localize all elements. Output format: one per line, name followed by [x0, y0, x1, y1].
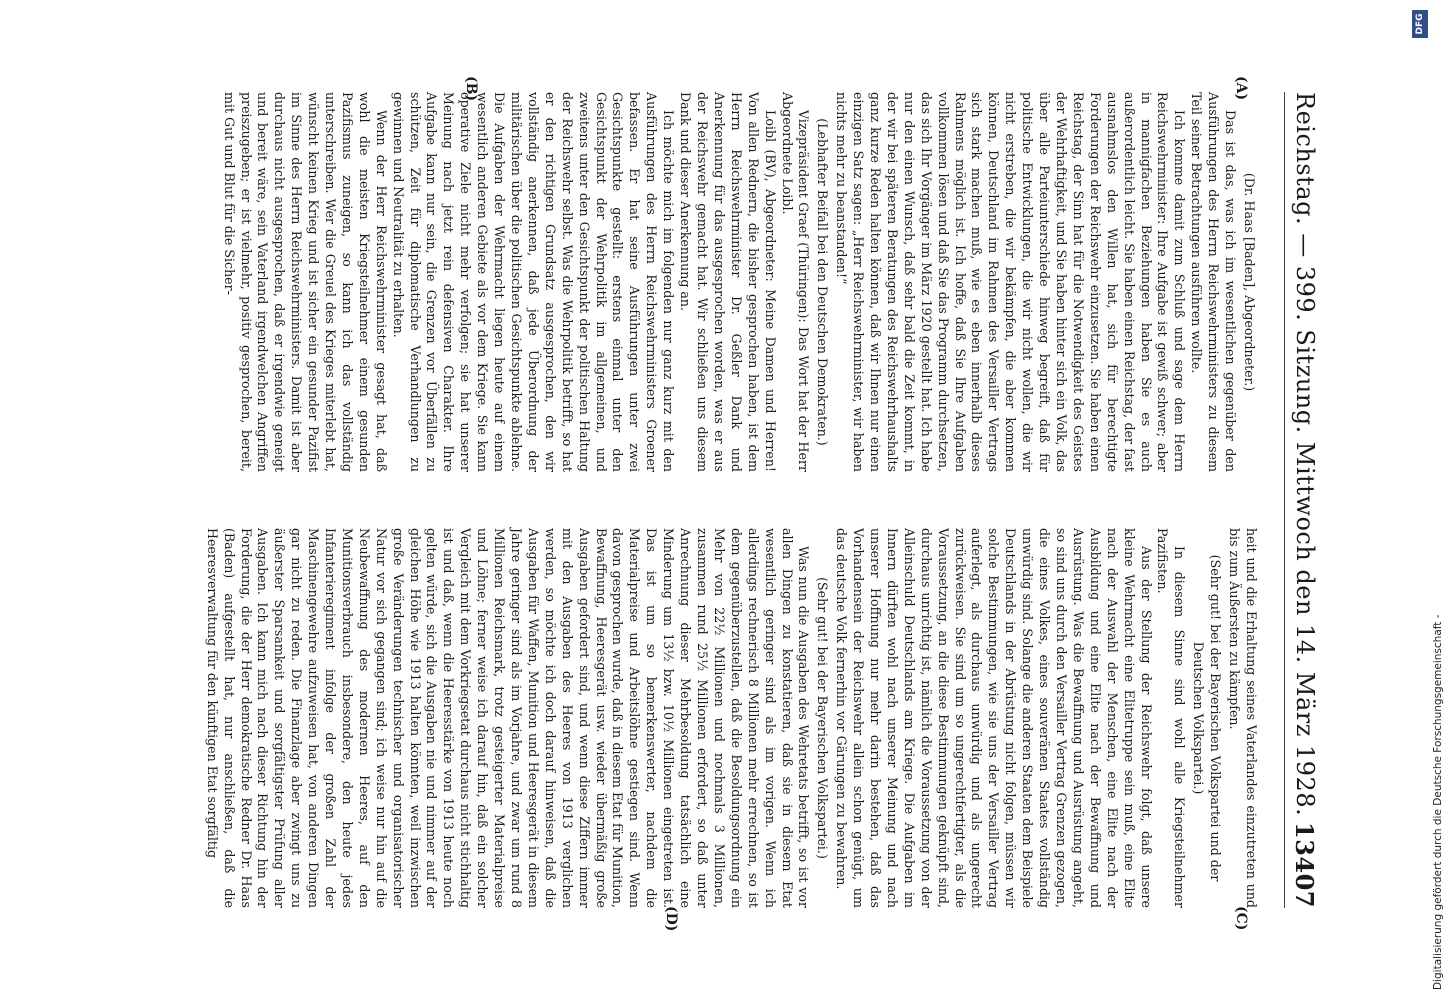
right-column	[89, 528, 1259, 908]
dfg-logo-text: DFG	[1415, 13, 1425, 35]
page-number: 13407	[1290, 822, 1320, 908]
header-rule	[1284, 92, 1285, 908]
margin-marker-b: (B)	[463, 76, 479, 102]
margin-marker-d: (D)	[663, 906, 679, 932]
dfg-logo	[1412, 10, 1428, 38]
margin-marker-a: (A)	[1233, 76, 1249, 101]
page-header	[1289, 92, 1321, 908]
paragraph: heit und die Erhaltung seines Vaterlandes einzutreten und bis zum Äußersten zu kämpfen.	[1227, 528, 1259, 908]
paragraph: Aus der Stellung der Reichswehr folgt, daß unsere kleine Wehrmacht eine Elitetruppe sein muß, eine Elite nach der Auswahl der Menschen, eine Elite nach der Ausbildung und eine Elite nach der Bewaffnung und Ausrüstung. Was die Bewaffnung und Ausrüstung angeht, so sind uns durch den Versailler Vertrag Grenzen gezogen, die eines Volkes, eines souveränen Staates vollständig unwürdig sind. Solange die anderen Staaten dem Beispiele Deutschlands in der Abrüstung nicht folgen, müssen wir solche Bestimmungen, wie sie uns der Versailler Vertrag auferlegt, als durchaus unwürdig und als ungerecht zurückweisen. Sie sind um so ungerechtfertigter, als die Voraussetzung, an die diese Bestimmungen geknüpft sind, durchaus unrichtig ist, nämlich die Voraussetzung von der Alleinschuld Deutschlands am Kriege. Die Aufgaben im Innern dürften wohl nach unserer Meinung und nach unserer Hoffnung nur mehr darin bestehen, daß das Vorhandensein der Reichswehr allein schon genügt, um das deutsche Volk fernerhin vor Gärungen zu bewahren.	[834, 528, 1154, 908]
stage-direction: (Sehr gut! bei der Bayerischen Volkspartei und der Deutschen Volkspartei.)	[1191, 554, 1224, 882]
stage-direction: (Sehr gut! bei der Bayerischen Volkspartei.)	[815, 577, 831, 859]
paragraph: Vizepräsident Graef (Thüringen): Das Wort hat der Herr Abgeordnete Loibl.	[779, 92, 812, 472]
speaker-continuation: (Dr. Haas [Baden], Abgeordneter.)	[1242, 172, 1257, 392]
stage-direction: (Lebhafter Beifall bei den Deutschen Demokraten.)	[815, 118, 831, 446]
margin-marker-c: (C)	[1233, 906, 1249, 931]
paragraph: Wenn der Herr Reichswehrminister gesagt hat, daß wohl die meisten Kriegsteilnehmer einem gesunden Pazifismus zuneigen, so kann ich das vollständig unterschreiben. Wer die Greuel des Krieges miterlebt hat, wünscht keinen Krieg und ist sicher ein gesunder Pazifist im Sinne des Herrn Reichswehrministers. Damit ist aber durchaus nicht ausgesprochen, daß er irgendwie geneigt und bereit wäre, sein Vaterland irgendwelchen Angriffen preiszugeben; er ist vielmehr, positiv gesprochen, bereit, mit Gut und Blut für die Sicher-	[221, 92, 389, 472]
paragraph: Ich möchte mich im folgenden nur ganz kurz mit den Ausführungen des Herrn Reichswehrministers Groener befassen. Er hat seine Ausführungen unter zwei Gesichtspunkte gestellt: erstens einmal unter den Gesichtspunkt der Wehrpolitik im allgemeinen, und zweitens unter den Gesichtspunkt der politischen Haltung der Reichswehr selbst. Was die Wehrpolitik betrifft, so hat er den richtigen Grundsatz ausgesprochen, den wir vollständig anerkennen, daß jede Überordnung der militärischen über die politischen Gesichtspunkte ablehne. Die Aufgaben der Wehrmacht liegen heute auf einem wesentlich anderen Gebiete als vor dem Kriege. Sie kann operative Ziele nicht mehr verfolgen; sie hat unserer Meinung nach jetzt rein defensiven Charakter. Ihre Aufgabe kann nur sein, die Grenzen vor Überfällen zu schützen, Zeit für diplomatische Verhandlungen zu gewinnen und Neutralität zu erhalten.	[390, 92, 677, 472]
paragraph: Was nun die Ausgaben des Wehretats betrifft, so ist vor allen Dingen zu konstatieren, daß sie in diesem Etat wesentlich geringer sind als im vorigen. Wenn ich allerdings rechnerisch 8 Millionen mehr errechnen, so ist dem gegenüberzustellen, daß die Besoldungsordnung ein Mehr von 22½ Millionen und nochmals 3 Millionen, zusammen rund 25½ Millionen erfordert, so daß unter Anrechnung dieser Mehrbesoldung tatsächlich eine Minderung um 13½ bzw. 10½ Millionen eingetreten ist. Das ist um so bemerkenswerter, nachdem die Materialpreise und Arbeitslöhne gestiegen sind. Wenn davon gesprochen wurde, daß in diesem Etat für Munition, Bewaffnung, Heeresgerät usw. wieder übermäßig große Ausgaben gefordert sind, und wenn diese Ziffern immer mit den Ausgaben des Heeres von 1913 verglichen werden, so möchte ich doch darauf hinweisen, daß die Ausgaben für Waffen, Munition und Heeresgerät in diesem Jahre geringer sind als im Vorjahre, und zwar um rund 8 Millionen Reichsmark, trotz gesteigerter Materialpreise und Löhne; ferner weise ich darauf hin, daß ein solcher Vergleich mit dem Vorkriegsetat durchaus nicht stichhaltig ist und daß, wenn die Heeresstärke von 1913 heute noch gelten würde, sich die Ausgaben nie und nimmer auf der gleichen Höhe wie 1913 halten könnten, weil inzwischen große Veränderungen technischer und organisatorischer Natur vor sich gegangen sind; ich weise nur hin auf die Neubewaffnung des modernen Heeres, auf den Munitionsverbrauch insbesondere, den heute jedes Infanterieregiment infolge der großen Zahl der Maschinengewehre aufzuweisen hat, von anderen Dingen gar nicht zu reden. Die Finanzlage aber zwingt uns zu äußerster Sparsamkeit und sorgfältigster Prüfung aller Ausgaben. Ich kann mich nach dieser Richtung hin der Forderung, die der Herr demokratische Redner Dr. Haas (Baden) aufgestellt hat, nur anschließen, daß die Heeresverwaltung für den künftigen Etat sorgfältig	[204, 528, 812, 908]
rotated-page-content	[69, 72, 1339, 932]
paragraph: Das ist das, was ich im wesentlichen gegenüber den Ausführungen des Herrn Reichswehrministers zu diesem Teil seiner Betrachtungen ausführen wollte.	[1189, 92, 1239, 472]
funding-note-text: Digitalisierung gefördert durch die Deutsche Forschungsgemeinschaft -	[1432, 614, 1444, 990]
page-title: Reichstag. — 399. Sitzung. Mittwoch den 14. März 1928.	[1291, 92, 1319, 817]
paragraph: Ich komme damit zum Schluß und sage dem Herrn Reichswehrminister: Ihre Aufgabe ist gewiß schwer; aber in mannigfachen Beziehungen haben Sie es auch außerordentlich leicht. Sie haben einen Reichstag, der fast ausnahmslos den Willen hat, sich für berechtigte Forderungen der Reichswehr einzusetzen. Sie haben einen Reichstag, der Sinn hat für die Notwendigkeit des Geistes der Wehrhaftigkeit, und Sie haben hinter sich ein Volk, das über alle Parteiunterschiede hinweg begreift, daß für politische Entwicklungen, die wir nicht wollen, die wir nicht erstreben, die wir bekämpfen, die aber kommen können, Deutschland im Rahmen des Versailler Vertrags sich stark machen muß, wie es eben innerhalb dieses Rahmens möglich ist. Ich hoffe, daß Sie Ihre Aufgaben vollkommen lösen und daß Sie das Programm durchsetzen, das sich Ihr Vorgänger im März 1920 gestellt hat. Ich habe nur den einen Wunsch, daß sehr bald die Zeit kommt, in der wir bei späteren Beratungen des Reichswehrhaushalts ganz kurze Reden halten können, daß wir Ihnen nur einen einzigen Satz sagen: „Herr Reichswehrminister, wir haben nichts mehr zu beanstanden!“	[834, 92, 1188, 472]
left-column	[89, 92, 1259, 472]
funding-note	[1408, 10, 1444, 990]
paragraph: Loibl (BV), Abgeordneter: Meine Damen und Herren! Von allen Rednern, die bisher gesprochen haben, ist dem Herrn Reichswehrminister Dr. Geßler Dank und Anerkennung für das ausgesprochen worden, was er aus der Reichswehr gemacht hat. Wir schließen uns diesem Dank und dieser Anerkennung an.	[678, 92, 778, 472]
paragraph: In diesem Sinne sind wohl alle Kriegsteilnehmer Pazifisten.	[1155, 528, 1188, 908]
